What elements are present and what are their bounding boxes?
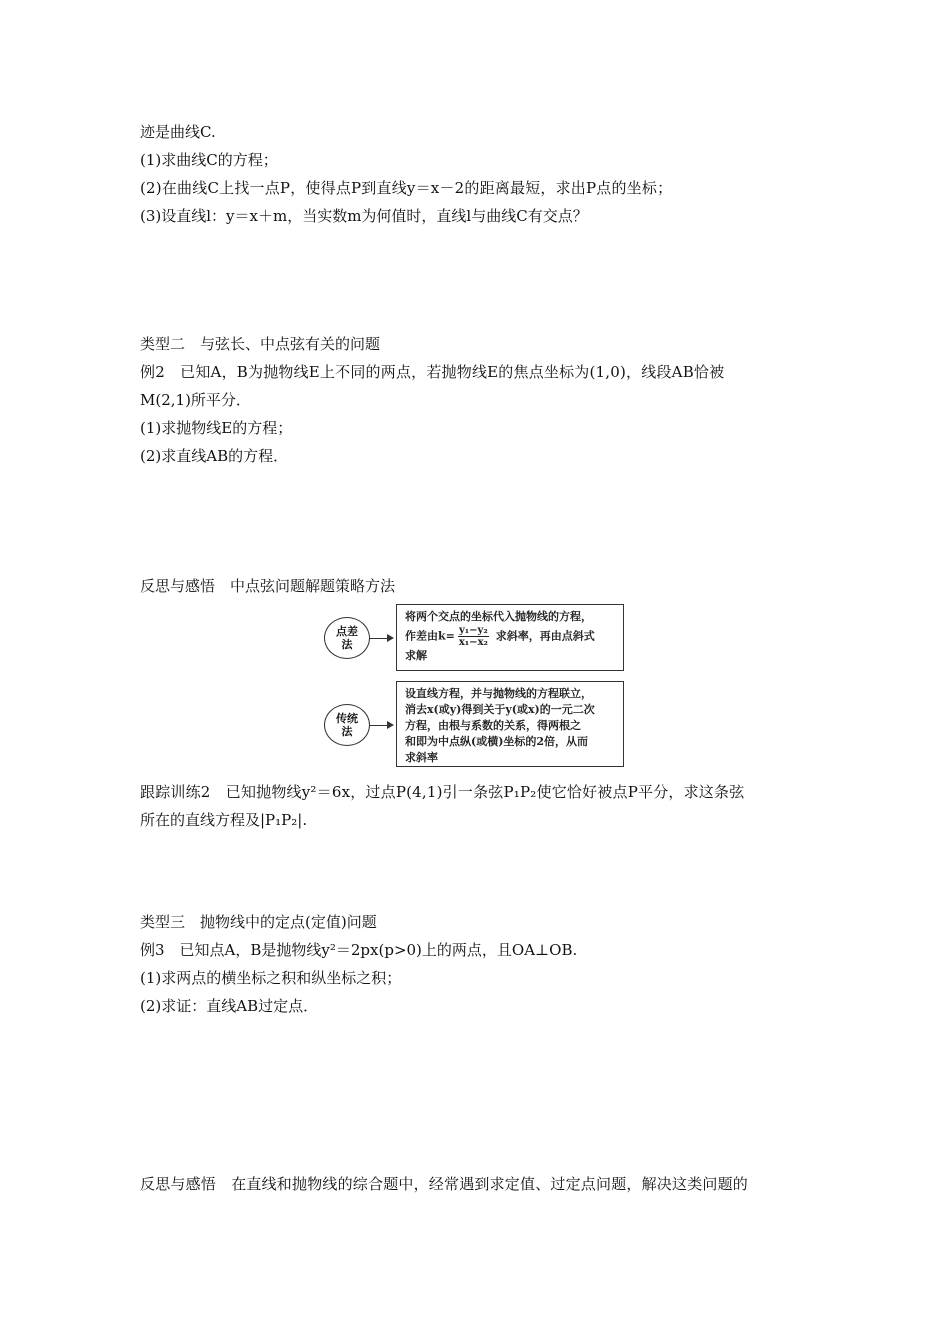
box-text: 和即为中点纵(或横)坐标的2倍，从而 bbox=[405, 735, 589, 748]
example-2-line2: M(2,1)所平分． bbox=[140, 391, 251, 409]
tracking-exercise-2-line1: 跟踪训练2 已知抛物线y²＝6x，过点P(4,1)引一条弦P₁P₂使它恰好被点P平分，求这条弦 bbox=[140, 783, 745, 801]
box-text: 求斜率，再由点斜式 bbox=[491, 629, 595, 643]
question-1: (1)求抛物线E的方程； bbox=[140, 419, 293, 437]
box-text-fraction-line bbox=[405, 625, 615, 648]
section-heading-type2: 类型二 与弦长、中点弦有关的问题 bbox=[140, 335, 381, 353]
arrow-icon bbox=[370, 638, 392, 639]
fraction-denominator: x₁−x₂ bbox=[458, 637, 488, 648]
section-heading-type3: 类型三 抛物线中的定点(定值)问题 bbox=[140, 913, 377, 931]
method-box-traditional bbox=[396, 681, 624, 767]
reflection-heading: 反思与感悟 中点弦问题解题策略方法 bbox=[140, 577, 396, 595]
box-text: 设直线方程，并与抛物线的方程联立， bbox=[405, 687, 592, 700]
box-text: 求斜率 bbox=[405, 751, 438, 764]
question-3: (3)设直线l：y＝x＋m，当实数m为何值时，直线l与曲线C有交点？ bbox=[140, 207, 588, 225]
question-2: (2)求证：直线AB过定点． bbox=[140, 997, 319, 1015]
fraction-numerator: y₁−y₂ bbox=[458, 625, 488, 636]
box-text: 将两个交点的坐标代入抛物线的方程， bbox=[405, 610, 592, 623]
node-traditional: 传统法 bbox=[324, 704, 370, 746]
question-1: (1)求曲线C的方程； bbox=[140, 151, 278, 169]
example-3: 例3 已知点A，B是抛物线y²＝2px(p>0)上的两点，且OA⊥OB. bbox=[140, 941, 578, 959]
node-point-difference: 点差法 bbox=[324, 617, 370, 659]
box-text: 求解 bbox=[405, 649, 427, 662]
tracking-exercise-2-line2: 所在的直线方程及|P₁P₂|. bbox=[140, 811, 308, 829]
method-box-point-difference bbox=[396, 604, 624, 671]
box-text: 方程，由根与系数的关系，得两根之 bbox=[405, 719, 581, 732]
arrow-icon bbox=[370, 725, 392, 726]
box-text: 作差由k= bbox=[405, 629, 455, 643]
question-1: (1)求两点的横坐标之积和纵坐标之积； bbox=[140, 969, 402, 987]
example-2-line1: 例2 已知A，B为抛物线E上不同的两点，若抛物线E的焦点坐标为(1,0)，线段AB恰被 bbox=[140, 363, 725, 381]
question-2: (2)在曲线C上找一点P，使得点P到直线y＝x－2的距离最短，求出P点的坐标； bbox=[140, 179, 673, 197]
box-text: 消去x(或y)得到关于y(或x)的一元二次 bbox=[405, 703, 595, 716]
slope-fraction bbox=[458, 625, 489, 648]
reflection-text: 反思与感悟 在直线和抛物线的综合题中，经常遇到求定值、过定点问题，解决这类问题的 bbox=[140, 1175, 749, 1193]
text-line: 迹是曲线C. bbox=[140, 123, 216, 141]
question-2: (2)求直线AB的方程． bbox=[140, 447, 289, 465]
